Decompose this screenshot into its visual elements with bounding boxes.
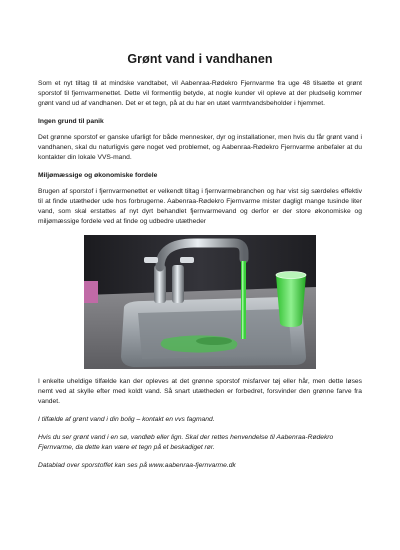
- faucet-green-water-photo: [84, 235, 316, 369]
- contact-note: I tilfælde af grønt vand i din bolig – kontakt en vvs fagmand.: [38, 416, 215, 423]
- lake-note: Hvis du ser grønt vand i en sø, vandløb eller lign. Skal der rettes henvendelse til Aabenraa-Rødekro Fjernvarme, da dette kan være et tegn på et beskadiget rør.: [38, 434, 334, 451]
- section-heading-benefits: Miljømæssige og økonomiske fordele: [38, 172, 158, 179]
- section-body-benefits: Brugen af sporstof i fjernvarmenettet er velkendt tiltag i fjernvarmebranchen og har vist sig særdeles effektiv til at finde utætheder ude hos forbrugerne. Aabenraa-Rødekro Fjernvarme mister dagligt mange tusinde liter vand, som skal erstattes af nyt dyrt behandlet fjernvarmevand og derfor er der store økonomiske og miljømæssige fordele ved at finde og udbedre utætheder: [38, 188, 362, 225]
- intro-paragraph: Som et nyt tiltag til at mindske vandtabet, vil Aabenraa-Rødekro Fjernvarme fra uge 48 tilsætte et grønt sporstof til fjernvarmenettet. Dette vil formentlig betyde, at nogle kunder vil opleve at der pludselig kommer grønt vand ud af vandhanen. Det er et tegn, på at du har en utæt varmtvandsbeholder i hjemmet.: [38, 80, 362, 107]
- page-title: Grønt vand i vandhanen: [127, 52, 273, 66]
- section-body-no-panic: Det grønne sporstof er ganske ufarligt for både mennesker, dyr og installationer, men hvis du får grønt vand i vandhanen, skal du naturligvis gøre noget ved problemet, og Aabenraa-Rødekro Fjernvarme anbefaler at du kontakter din lokale VVS-mand.: [38, 134, 362, 161]
- section-heading-no-panic: Ingen grund til panik: [38, 118, 104, 125]
- after-image-paragraph: I enkelte uheldige tilfælde kan der opleves at det grønne sporstof misfarver tøj eller hår, men dette løses nemt ved at skylle efter med koldt vand. Så snart utætheden er forbedret, forsvinder den grønne farve fra vandet.: [38, 378, 362, 405]
- datasheet-note: Datablad over sporstoffet kan ses på www.aabenraa-fjernvarme.dk: [38, 462, 236, 469]
